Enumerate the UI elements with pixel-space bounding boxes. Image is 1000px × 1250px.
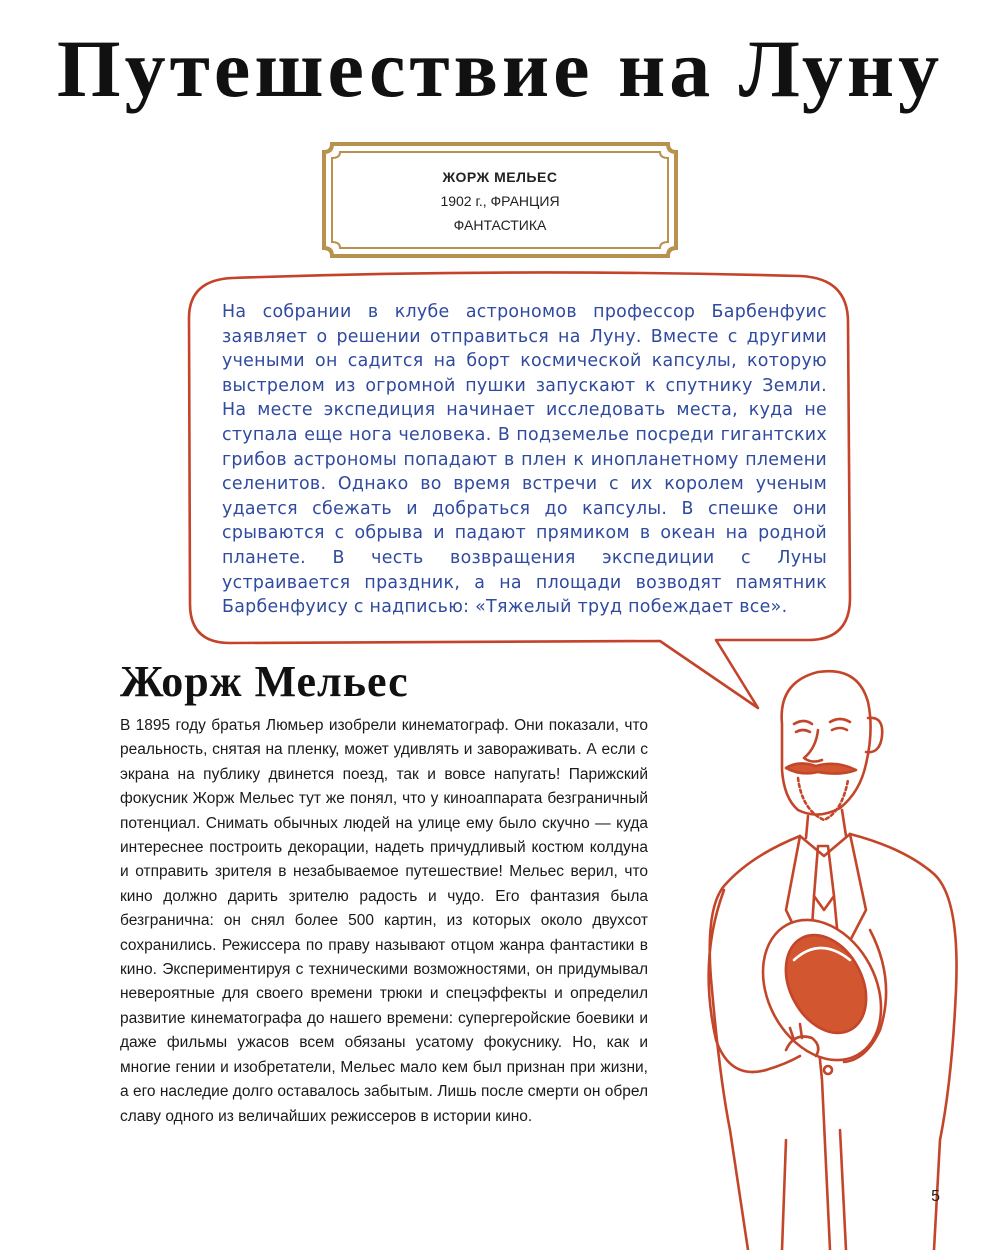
section-heading: Жорж Мельес: [120, 657, 409, 706]
synopsis-text: На собрании в клубе астрономов профессор Барбенфуис заявляет о решении отправиться на Луну. Вместе с другими учеными он садится на борт космической капсулы, которую выстрелом из огромной пушки запускают к спутнику Земли. На месте экспедиция начинает исследовать места, куда не ступала еще нога человека. В подземелье посреди гигантских грибов астрономы попадают в плен к инопланетному племени селенитов. Однако во время встречи с их королем ученым удается сбежать и добраться до капсулы. В спешке они срываются с обрыва и падают прямиком в океан на родной планете. В честь возвращения экспедиции с Луны устраивается праздник, а на площади возводят памятник Барбенфуису с надписью: «Тяжелый труд побеждает все».: [222, 302, 827, 618]
film-genre: ФАНТАСТИКА: [453, 217, 547, 233]
film-director: ЖОРЖ МЕЛЬЕС: [442, 169, 558, 185]
melies-portrait-illustration: [690, 660, 980, 1250]
biography-text: В 1895 году братья Люмьер изобрели кинематограф. Они показали, что реальность, снятая на пленку, может удивлять и завораживать. А если с экрана на публику двинется поезд, так и вовсе напугать! Парижский фокусник Жорж Мельес тут же понял, что у киноаппарата безграничный потенциал. Снимать обычных людей на улице ему было скучно — куда интереснее построить декорации, надеть причудливый костюм колдуна и отправить зрителя в незабываемое путешествие! Мельес верил, что кино должно дарить зрителю радость и чудо. Его фантазия была безгранична: он снял более 500 картин, из которых около двухсот сохранились. Режиссера по праву называют отцом жанра фантастики в кино. Экспериментируя с техническими возможностями, он придумывал невероятные для своего времени трюки и спецэффекты и определил развитие кинематографа до нашего времени: супергеройские боевики и даже фильмы ужасов всем обязаны усатому фокуснику. Но, как и многие гении и изобретатели, Мельес мало кем был признан при жизни, а его наследие долго оставалось забытым. Лишь после смерти он обрел славу одного из величайших режиссеров в истории кино.: [120, 717, 648, 1125]
page-title: Путешествие на Луну: [56, 23, 944, 114]
film-year-country: 1902 г., ФРАНЦИЯ: [440, 193, 560, 209]
page-number: 5: [931, 1188, 940, 1205]
